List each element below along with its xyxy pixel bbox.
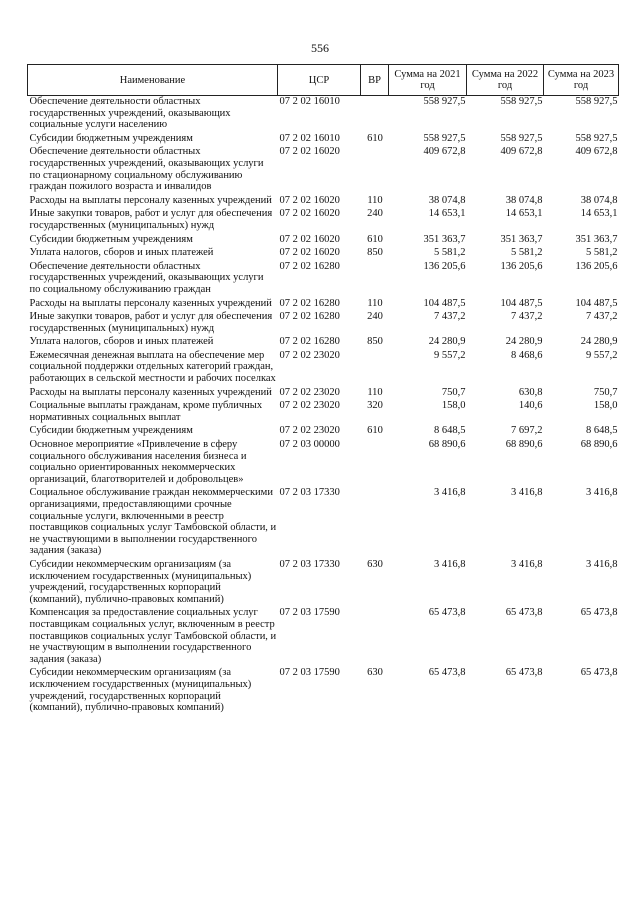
cell-sum-2023: 9 557,2: [586, 349, 618, 361]
cell-vr: [361, 607, 389, 667]
page-number: 556: [311, 41, 329, 55]
cell-vr: [361, 96, 389, 133]
cell-csr: 07 2 02 23020: [279, 349, 340, 361]
cell-sum-2023: 558 927,5: [575, 132, 618, 144]
table-row: [28, 387, 619, 401]
cell-csr: 07 2 02 16020: [279, 247, 340, 259]
cell-csr: 07 2 03 17590: [279, 667, 340, 679]
table-row: [28, 607, 619, 667]
cell-vr: 610: [367, 233, 383, 245]
cell-sum-2022: 351 363,7: [500, 233, 543, 245]
cell-csr: 07 2 02 16020: [279, 194, 340, 206]
cell-sum-2021: 136 205,6: [423, 260, 466, 272]
cell-vr: 110: [367, 194, 383, 206]
cell-name: Расходы на выплаты персоналу казенных учреждений: [29, 297, 272, 309]
table-header-row: [28, 65, 619, 96]
table-row: [28, 425, 619, 439]
header-sum-2021: Сумма на 2021 год: [389, 65, 467, 96]
cell-csr: 07 2 03 00000: [279, 439, 340, 451]
cell-sum-2021: 5 581,2: [434, 247, 466, 259]
cell-sum-2022: 68 890,6: [505, 439, 543, 451]
cell-sum-2021: 351 363,7: [423, 233, 466, 245]
cell-sum-2023: 7 437,2: [586, 311, 618, 323]
cell-vr: 630: [367, 558, 383, 570]
cell-sum-2023: 104 487,5: [575, 297, 618, 309]
cell-sum-2022: 558 927,5: [500, 132, 543, 144]
cell-sum-2021: 158,0: [441, 400, 466, 412]
table-row: [28, 487, 619, 559]
cell-sum-2023: 558 927,5: [575, 96, 618, 107]
table-row: [28, 146, 619, 194]
cell-vr: 240: [367, 311, 383, 323]
cell-sum-2022: 140,6: [518, 400, 543, 412]
cell-sum-2021: 14 653,1: [428, 208, 466, 220]
table-row: [28, 298, 619, 312]
cell-csr: 07 2 02 16010: [279, 132, 340, 144]
cell-name: Уплата налогов, сборов и иных платежей: [29, 247, 214, 259]
cell-name: Расходы на выплаты персоналу казенных учреждений: [29, 194, 272, 206]
cell-sum-2023: 8 648,5: [586, 425, 618, 437]
cell-vr: 610: [367, 132, 383, 144]
cell-sum-2021: 8 648,5: [434, 425, 466, 437]
cell-csr: 07 2 02 16280: [279, 297, 340, 309]
cell-csr: 07 2 02 23020: [279, 425, 340, 437]
cell-vr: 850: [367, 336, 383, 348]
cell-sum-2021: 65 473,8: [428, 607, 466, 619]
cell-csr: 07 2 02 23020: [279, 386, 340, 398]
cell-vr: 240: [367, 208, 383, 220]
cell-sum-2021: 68 890,6: [428, 439, 466, 451]
cell-name: Субсидии некоммерческим организациям (за исключением государственных (муниципальных) учреждений, государственных корпораций (компаний), публично-правовых компаний): [29, 667, 252, 714]
table-row: [28, 234, 619, 248]
cell-sum-2022: 630,8: [518, 386, 543, 398]
cell-sum-2021: 9 557,2: [434, 349, 466, 361]
cell-csr: 07 2 02 16020: [279, 208, 340, 220]
cell-name: Обеспечение деятельности областных государственных учреждений, оказывающих социальные услуги населению: [29, 96, 231, 131]
cell-vr: 320: [367, 400, 383, 412]
cell-sum-2021: 38 074,8: [428, 194, 466, 206]
table-row: [28, 400, 619, 425]
header-sum-2022: Сумма на 2022 год: [467, 65, 544, 96]
table-row: [28, 247, 619, 261]
table-row: [28, 208, 619, 233]
cell-sum-2021: 104 487,5: [423, 297, 466, 309]
cell-csr: 07 2 02 16020: [279, 146, 340, 158]
cell-name: Основное мероприятие «Привлечение в сферу социального обслуживания населения бизнеса и социально ориентированных некоммерческих организаций, благотворителей и добровольцев»: [29, 439, 247, 485]
cell-sum-2023: 65 473,8: [580, 667, 618, 679]
cell-name: Субсидии бюджетным учреждениям: [29, 425, 193, 437]
cell-sum-2023: 3 416,8: [586, 558, 618, 570]
cell-name: Расходы на выплаты персоналу казенных учреждений: [29, 386, 272, 398]
cell-sum-2022: 136 205,6: [500, 260, 543, 272]
cell-csr: 07 2 02 16280: [279, 311, 340, 323]
cell-sum-2022: 7 697,2: [511, 425, 543, 437]
table-row: [28, 195, 619, 209]
table-row: [28, 559, 619, 607]
cell-sum-2022: 65 473,8: [505, 607, 543, 619]
cell-sum-2023: 136 205,6: [575, 260, 618, 272]
table-row: [28, 336, 619, 350]
header-csr: ЦСР: [278, 65, 361, 96]
cell-vr: [361, 146, 389, 194]
cell-csr: 07 2 02 16280: [279, 336, 340, 348]
budget-table: [27, 64, 619, 716]
cell-sum-2023: 68 890,6: [580, 439, 618, 451]
cell-sum-2021: 750,7: [441, 386, 466, 398]
cell-sum-2022: 7 437,2: [511, 311, 543, 323]
cell-vr: 630: [367, 667, 383, 679]
table-row: [28, 261, 619, 298]
cell-sum-2021: 3 416,8: [434, 558, 466, 570]
cell-sum-2023: 3 416,8: [586, 487, 618, 499]
cell-vr: [361, 487, 389, 559]
cell-vr: [361, 350, 389, 387]
cell-vr: 850: [367, 247, 383, 259]
cell-csr: 07 2 02 16280: [279, 260, 340, 272]
table-row: [28, 133, 619, 147]
header-sum-2023: Сумма на 2023 год: [544, 65, 619, 96]
cell-vr: 610: [367, 425, 383, 437]
cell-sum-2023: 351 363,7: [575, 233, 618, 245]
cell-sum-2021: 558 927,5: [423, 96, 466, 107]
cell-csr: 07 2 03 17590: [279, 607, 340, 619]
cell-name: Обеспечение деятельности областных государственных учреждений, оказывающих услуги по стационарному социальному обслуживанию граждан пожилого возраста и инвалидов: [29, 146, 264, 193]
cell-vr: 110: [367, 386, 383, 398]
cell-csr: 07 2 02 23020: [279, 400, 340, 412]
cell-name: Субсидии бюджетным учреждениям: [29, 132, 193, 144]
cell-sum-2022: 14 653,1: [505, 208, 543, 220]
cell-sum-2022: 8 468,6: [511, 349, 543, 361]
cell-vr: [361, 439, 389, 487]
cell-sum-2022: 5 581,2: [511, 247, 543, 259]
cell-sum-2023: 14 653,1: [580, 208, 618, 220]
cell-sum-2022: 3 416,8: [511, 558, 543, 570]
cell-sum-2023: 5 581,2: [586, 247, 618, 259]
cell-sum-2021: 558 927,5: [423, 132, 466, 144]
cell-name: Субсидии бюджетным учреждениям: [29, 233, 193, 245]
cell-sum-2022: 558 927,5: [500, 96, 543, 107]
cell-name: Обеспечение деятельности областных государственных учреждений, оказывающих услуги по социальному обслуживанию граждан: [29, 260, 264, 295]
cell-csr: 07 2 03 17330: [279, 487, 340, 499]
cell-sum-2023: 750,7: [593, 386, 618, 398]
cell-name: Иные закупки товаров, работ и услуг для обеспечения государственных (муниципальных) нужд: [29, 208, 273, 231]
cell-sum-2023: 38 074,8: [580, 194, 618, 206]
cell-name: Ежемесячная денежная выплата на обеспечение мер социальной поддержки отдельных категорий граждан, работающих в сельской местности и рабочих поселках: [29, 349, 276, 385]
header-name: Наименование: [28, 65, 278, 96]
cell-csr: 07 2 02 16010: [279, 96, 340, 107]
cell-vr: 110: [367, 297, 383, 309]
cell-sum-2023: 409 672,8: [575, 146, 618, 158]
cell-sum-2023: 158,0: [593, 400, 618, 412]
cell-name: Социальное обслуживание граждан некоммерческими организациями, предоставляющими срочные социальные услуги, включенными в реестр поставщиков социальных услуг Тамбовской области, и не участвующими в выполнении государственного задания (заказа): [29, 487, 277, 557]
cell-sum-2022: 24 280,9: [505, 336, 543, 348]
cell-sum-2022: 104 487,5: [500, 297, 543, 309]
table-row: [28, 439, 619, 487]
cell-sum-2022: 65 473,8: [505, 667, 543, 679]
table-row: [28, 96, 619, 133]
cell-sum-2021: 24 280,9: [428, 336, 466, 348]
cell-name: Иные закупки товаров, работ и услуг для обеспечения государственных (муниципальных) нужд: [29, 311, 273, 334]
cell-name: Уплата налогов, сборов и иных платежей: [29, 336, 214, 348]
cell-sum-2023: 65 473,8: [580, 607, 618, 619]
table-body: [28, 96, 619, 716]
cell-sum-2022: 409 672,8: [500, 146, 543, 158]
cell-name: Социальные выплаты гражданам, кроме публичных нормативных социальных выплат: [29, 400, 263, 423]
cell-sum-2021: 3 416,8: [434, 487, 466, 499]
table-row: [28, 311, 619, 336]
header-vr: ВР: [361, 65, 389, 96]
cell-sum-2022: 38 074,8: [505, 194, 543, 206]
cell-sum-2022: 3 416,8: [511, 487, 543, 499]
cell-sum-2023: 24 280,9: [580, 336, 618, 348]
table-row: [28, 350, 619, 387]
cell-sum-2021: 409 672,8: [423, 146, 466, 158]
cell-name: Субсидии некоммерческим организациям (за исключением государственных (муниципальных) учреждений, государственных корпораций (компаний), публично-правовых компаний): [29, 558, 252, 605]
cell-sum-2021: 7 437,2: [434, 311, 466, 323]
cell-name: Компенсация за предоставление социальных услуг поставщикам социальных услуг, включенным в реестр поставщиков социальных услуг Тамбовской области, и не участвующим в выполнении государственного задания (заказа): [29, 607, 277, 665]
cell-vr: [361, 261, 389, 298]
cell-csr: 07 2 03 17330: [279, 558, 340, 570]
cell-csr: 07 2 02 16020: [279, 233, 340, 245]
cell-sum-2021: 65 473,8: [428, 667, 466, 679]
table-row: [28, 667, 619, 715]
